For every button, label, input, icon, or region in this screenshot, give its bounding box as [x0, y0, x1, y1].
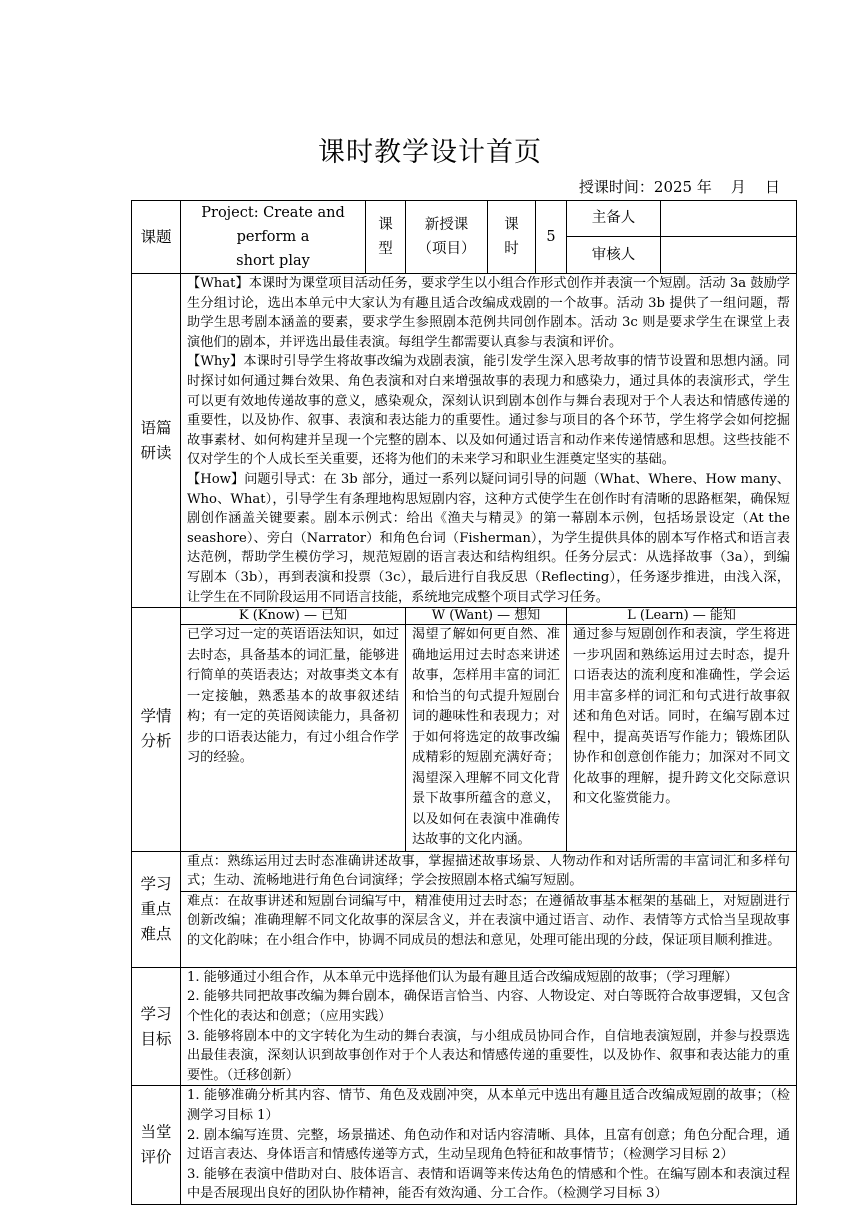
difficult-points-content: 难点：在故事讲述和短剧台词编写中，精准使用过去时态；在遵循故事基本框架的基础上，对短剧进行创新改编；准确理解不同文化故事的深层含义，并在表演中通过语言、动作、表情等方式恰当呈现故事的文化韵味；在小组合作中，协调不同成员的想法和意见，处理可能出现的分歧，保证项目顺利推进。	[181, 891, 797, 967]
learner-analysis-label	[132, 608, 181, 852]
lesson-type-value-2: （项目）	[417, 241, 476, 257]
lesson-date: 授课时间：2025 年 月 日	[578, 178, 780, 196]
want-header: W (Want) — 想知	[406, 608, 567, 625]
objective-item: 1. 能够通过小组合作，从本单元中选择他们认为最有趣且适合改编成短剧的故事；（学习理解）	[187, 969, 738, 985]
class-hours-label	[488, 201, 536, 274]
evaluation-item: 3. 能够在表演中借助对白、肢体语言、表情和语调等来传达角色的情感和个性。在编写剧本和表演过程中是否展现出良好的团队协作精神，能否有效沟通、分工合作。（检测学习目标 3）	[187, 1166, 790, 1202]
objective-item: 3. 能够将剧本中的文字转化为生动的舞台表演，与小组成员协同合作，自信地表演短剧，并参与投票选出最佳表演，深刻认识到故事创作对于个人表达和情感传递的重要性，以及协作、叙事和表达能力的重要性。（迁移创新）	[187, 1028, 790, 1083]
learner-analysis-label-2: 分析	[140, 732, 172, 751]
know-content: 已学习过一定的英语语法知识，如过去时态，具备基本的词汇量，能够进行简单的英语表达；对故事类文本有一定接触，熟悉基本的故事叙述结构；有一定的英语阅读能力，具备初步的口语表达能力，有过小组合作学习的经验。	[181, 625, 406, 852]
topic-line-1: Project: Create and perform a	[201, 205, 345, 245]
text-study-content	[181, 274, 797, 608]
objectives-label	[132, 967, 181, 1086]
main-preparer-value	[661, 201, 797, 237]
class-hours-label-1: 课	[504, 217, 519, 233]
key-difficult-label-1: 学习	[140, 874, 172, 893]
lesson-type-label-1: 课	[378, 217, 393, 233]
text-study-label-2: 研读	[140, 443, 172, 462]
evaluation-label	[132, 1086, 181, 1205]
objectives-label-2: 目标	[140, 1029, 172, 1048]
learn-content: 通过参与短剧创作和表演，学生将进一步巩固和熟练运用过去时态，提升口语表达的流利度和准确性，学会运用丰富多样的词汇和句式进行故事叙述和角色对话。同时，在编写剧本过程中，提高英语写作能力；锻炼团队协作和创意创作能力；加深对不同文化故事的理解，提升跨文化交际意识和文化鉴赏能力。	[567, 625, 797, 852]
main-preparer-label: 主备人	[567, 201, 661, 237]
objective-item: 2. 能够共同把故事改编为舞台剧本，确保语言恰当、内容、人物设定、对白等既符合故事逻辑，又包含个性化的表达和创意；（应用实践）	[187, 989, 790, 1024]
objectives-content	[181, 967, 797, 1086]
learn-header: L (Learn) — 能知	[567, 608, 797, 625]
why-paragraph: 【Why】本课时引导学生将故事改编为戏剧表演，能引发学生深入思考故事的情节设置和思想内涵。同时探讨如何通过舞台效果、角色表演和对白来增强故事的表现力和感染力，通过具体的表演形式，学生可以更有效地传递故事的意义，感染观众，深刻认识到剧本创作与舞台表现对于个人表达和情感传递的重要性，以及协作、叙事、表演和表达能力的重要性。通过参与项目的各个环节，学生将学会如何挖掘故事素材、如何构建并呈现一个完整的剧本、以及如何通过语言和动作来传递情感和思想。这些技能不仅对学生的个人成长至关重要，还将为他们的未来学习和职业生涯奠定坚实的基础。	[187, 354, 790, 468]
lesson-type-value	[406, 201, 488, 274]
key-difficult-label-3: 难点	[140, 924, 172, 943]
reviewer-label: 审核人	[567, 236, 661, 273]
lesson-type-label	[366, 201, 406, 274]
topic-label: 课题	[132, 201, 181, 274]
text-study-label-1: 语篇	[140, 418, 172, 437]
evaluation-item: 1. 能够准确分析其内容、情节、角色及戏剧冲突，从本单元中选出有趣且适合改编成短剧的故事；（检测学习目标 1）	[187, 1088, 790, 1123]
objectives-label-1: 学习	[140, 1004, 172, 1023]
learner-analysis-label-1: 学情	[140, 707, 172, 726]
class-hours-value: 5	[536, 201, 567, 274]
key-points-content: 重点：熟练运用过去时态准确讲述故事，掌握描述故事场景、人物动作和对话所需的丰富词汇和多样句式；生动、流畅地进行角色台词演绎；学会按照剧本格式编写短剧。	[181, 851, 797, 891]
text-study-label	[132, 274, 181, 608]
how-paragraph: 【How】问题引导式：在 3b 部分，通过一系列以疑问词引导的问题（What、Where、How many、Who、What），引导学生有条理地构思短剧内容，这种方式使学生在创作时有清晰的思路框架，确保短剧创作涵盖关键要素。剧本示例式：给出《渔夫与精灵》的第一幕剧本示例，包括场景设定（At the seashore）、旁白（Narrator）和角色台词（Fisherman），为学生提供具体的剧本写作格式和语言表达范例，帮助学生模仿学习，规范短剧的语言表达和结构组织。任务分层式：从选择故事（3a），到编写剧本（3b），再到表演和投票（3c），最后进行自我反思（Reflecting），任务逐步推进，由浅入深，让学生在不同阶段运用不同语言技能，系统地完成整个项目式学习任务。	[187, 471, 790, 605]
evaluation-label-2: 评价	[140, 1148, 172, 1167]
want-content: 渴望了解如何更自然、准确地运用过去时态来讲述故事，怎样用丰富的词汇和恰当的句式提升短剧台词的趣味性和表现力；对于如何将选定的故事改编成精彩的短剧充满好奇；渴望深入理解不同文化背景下故事所蕴含的意义，以及如何在表演中准确传达故事的文化内涵。	[406, 625, 567, 852]
lesson-type-value-1: 新授课	[424, 217, 469, 233]
lesson-type-label-2: 型	[378, 241, 393, 257]
page-title: 课时教学设计首页	[318, 137, 542, 168]
class-hours-label-2: 时	[504, 241, 519, 257]
key-difficult-label-2: 重点	[140, 899, 172, 918]
lesson-design-table	[131, 200, 797, 1205]
topic-value	[181, 201, 366, 274]
key-difficult-label	[132, 851, 181, 967]
reviewer-value	[661, 236, 797, 273]
topic-line-2: short play	[236, 253, 310, 269]
evaluation-item: 2. 剧本编写连贯、完整，场景描述、角色动作和对话内容清晰、具体，且富有创意；角色分配合理，通过语言表达、身体语言和情感传递等方式，生动呈现角色特征和故事情节；（检测学习目标 2）	[187, 1127, 790, 1163]
evaluation-content	[181, 1086, 797, 1205]
what-paragraph: 【What】本课时为课堂项目活动任务，要求学生以小组合作形式创作并表演一个短剧。活动 3a 鼓励学生分组讨论，选出本单元中大家认为有趣且适合改编成戏剧的一个故事。活动 3b 提供了一组问题，帮助学生思考剧本涵盖的要素，要求学生参照剧本范例共同创作剧本。活动 3c 则是要求学生在课堂上表演他们的剧本，并评选出最佳表演。每组学生都需要认真参与表演和评价。	[187, 276, 790, 350]
know-header: K (Know) — 已知	[181, 608, 406, 625]
evaluation-label-1: 当堂	[140, 1123, 172, 1142]
